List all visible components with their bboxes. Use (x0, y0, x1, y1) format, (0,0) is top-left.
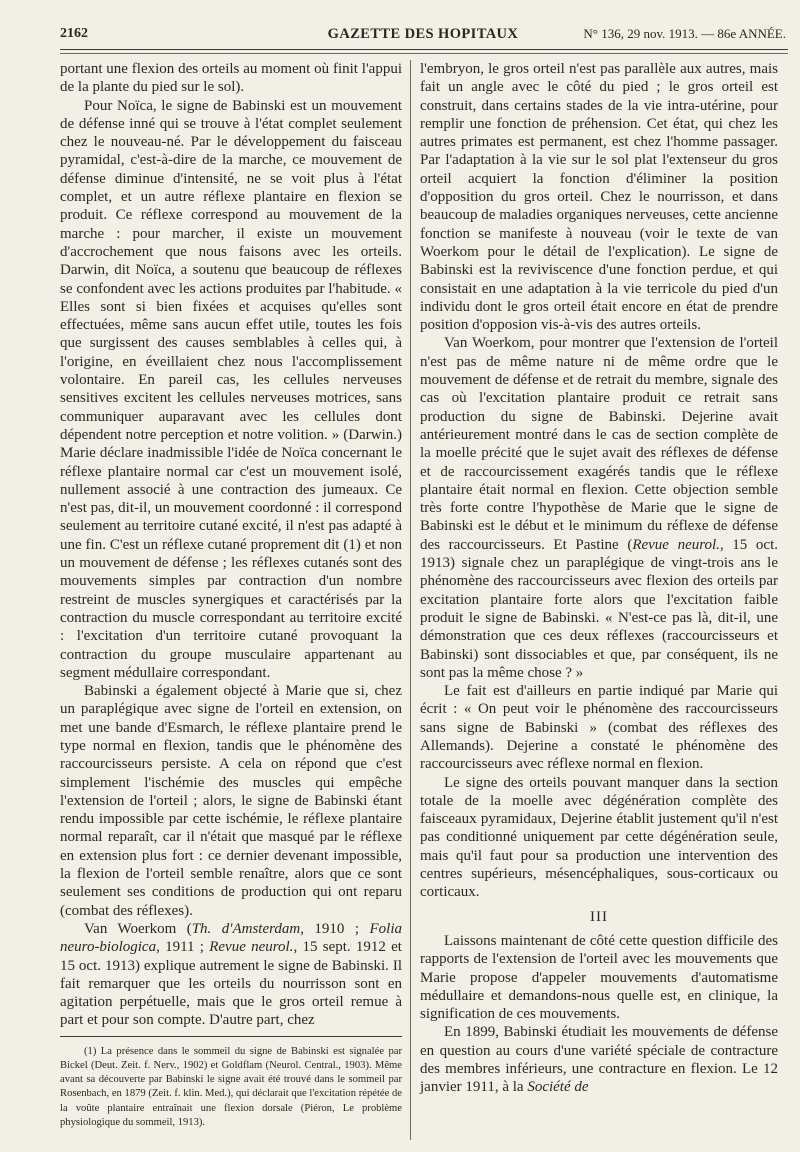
footnote-rule (60, 1036, 402, 1037)
citation: Revue neurol. (209, 939, 294, 956)
text-run: Van Woerkom, pour montrer que l'extension de l'orteil n'est pas de même nature ni de même ordre que le mouvement de défense et de retrait du membre, signale des cas où l'excitation plantaire produit ce retrait sans production du signe de Babinski. Dejerine avait antérieurement montré dans le cas de section complète de la moelle précité que le sujet avait des réflexes de défense et de raccourcissement exagérés tandis que le réflexe plantaire était normal en flexion. Cette objection semble très forte contre l'hypothèse de Marie que le signe de Babinski est le début et le minimum du réflexe de défense des raccourcisseurs. Et Pastine ( (420, 335, 778, 553)
paragraph: Babinski a également objecté à Marie que si, chez un paraplégique avec signe de l'orteil en extension, on met une bande d'Esmarch, le réflexe plantaire prend le type normal en flexion, tandis que le phénomène des raccourcisseurs persiste. A cela on répond que c'est simplement l'ischémie des muscles qui empêche l'extension de l'orteil ; alors, le signe de Babinski étant rendu impossible par cette ischémie, le réflexe plantaire normal reparaît, car il n'était que masqué par le réflexe en extension plus fort : ce dernier devenant impossible, la flexion de l'orteil semble renaître, alors que ce sont seulement ses conditions de production qui ont reparu (combat des réflexes). (60, 683, 402, 919)
column-divider (410, 60, 411, 1140)
page-header (60, 24, 786, 46)
right-column (420, 60, 778, 1097)
paragraph (420, 334, 778, 682)
citation: Revue neurol. (632, 536, 720, 553)
left-column (60, 60, 402, 1130)
text-run: En 1899, Babinski étudiait les mouvements de défense en question au cours d'une variété spéciale de contracture des membres inférieurs, une contracture en flexion. Le 12 janvier 1911, à la (420, 1024, 778, 1096)
journal-title: GAZETTE DES HOPITAUX (327, 26, 519, 42)
text-run: , 15 sept. 1912 et 15 oct. 1913) explique autrement le signe de Babinski. Il fait remarquer que les orteils du nourrisson sont en agitation perpétuelle, mais que le gros orteil remue à part et pour son compte. D'autre part, chez (60, 939, 402, 1029)
paragraph (420, 1023, 778, 1096)
text-run: , 1911 ; (156, 939, 210, 956)
header-rule (60, 49, 788, 50)
citation: Société de (527, 1079, 589, 1096)
paragraph (60, 920, 402, 1030)
header-rule-thin (60, 53, 788, 54)
paragraph: Le signe des orteils pouvant manquer dans la section totale de la moelle avec dégénération complète des faisceaux pyramidaux, Dejerine établit justement qu'il n'est pas conditionné uniquement par cette dégénération seule, mais qu'il faut pour sa production une intervention des centres supérieurs, mésencéphaliques, sous-corticaux ou corticaux. (420, 774, 778, 901)
paragraph: Pour Noïca, le signe de Babinski est un mouvement de défense inné qui se trouve à l'état complet seulement chez le nouveau-né. Par le développement du faisceau pyramidal, c'est-à-dire de la marche, ce mouvement de défense diminue d'intensité, ne se voit plus à l'état complet, et un autre réflexe plantaire en flexion se produit. Ce réflexe correspond au mouvement de la marche : pour marcher, il existe un mouvement d'accrochement que nous faisons avec les orteils. Darwin, dit Noïca, a soutenu que beaucoup de réflexes se confondent avec les actions produites par l'habitude. « Elles sont si bien fixées et acquises qu'elles sont effectuées, même sans aucun effet utile, toutes les fois que surgissent des causes semblables à celles qui, à l'origine, en éveillaient chez nous l'accomplissement volontaire. En pareil cas, les cellules nerveuses sensitives excitent les cellules nerveuses motrices, sans communiquer auparavant avec les cellules dont dépendent notre perception et notre volition. » (Darwin.) Marie déclare inadmissible l'idée de Noïca concernant le réflexe plantaire normal car c'est un mouvement isolé, nullement associé à une contraction des jumeaux. Ce n'est pas, dit-il, un mouvement coordonné : il correspond seulement au territoire cutané excité, il n'est pas adapté à une fin. C'est un réflexe cutané proprement dit (1) et non un mouvement de défense ; les réflexes cutanés sont des mouvements simples par contraction d'un nombre restreint de muscles synergiques et caractérisés par la contraction du muscle correspondant au territoire excité : l'excitation d'un territoire cutané provoquant la contraction du groupe musculaire appartenant au segment médullaire correspondant. (60, 97, 402, 681)
citation: Th. d'Amsterdam (191, 920, 301, 937)
text-run: , 15 oct. 1913) signale chez un paraplégique de vingt-trois ans le phénomène des raccourcisseurs avec flexion des orteils par excitation plantaire forte alors que l'excitation faible produit le signe de Babinski. « N'est-ce pas là, dit-il, une démonstration que ces deux réflexes (raccourcisseurs et Babinski) sont dissociables et que, par conséquent, ils ne sont pas la même chose ? » (420, 536, 778, 681)
paragraph: Le fait est d'ailleurs en partie indiqué par Marie qui écrit : « On peut voir le phénomène des raccourcisseurs sans signe de Babinski » (combat des réflexes des Allemands). Dejerine a constaté le phénomène des raccourcisseurs avec réflexe normal en flexion. (420, 683, 778, 773)
footnote: (1) La présence dans le sommeil du signe de Babinski est signalée par Bickel (Deut. Zeit. f. Nerv., 1902) et Goldflam (Neurol. Central., 1903). Même avant sa découverte par Babinski le signe avait été trouvé dans le sommeil par Rosenbach, en 1879 (Zeit. f. klin. Med.), qui déclarait que l'excitation répétée de la voûte plantaire entraînait une flexion dorsale (Piéron, Le problème physiologique du sommeil, 1913). (60, 1045, 402, 1128)
citation: Folia neuro-biologica (60, 920, 402, 956)
text-run: , 1910 ; (300, 920, 370, 937)
text-run: Van Woerkom ( (84, 920, 192, 937)
paragraph: l'embryon, le gros orteil n'est pas parallèle aux autres, mais fait un angle avec le côté du pied ; le gros orteil est construit, dans certains stades de la vie intra-utérine, pour remplir une fonction de préhension. Cet état, qui chez les autres primates est permanent, est chez l'homme passager. Par l'adaptation à la vie sur le sol plat l'extenseur du gros orteil acquiert la fonction d'éliminer la position d'opposition du gros orteil. Chez le nourrisson, et dans beaucoup de maladies organiques nerveuses, cette ancienne fonction se manifeste à nouveau (voir le texte de van Woerkom pour le détail de l'explication). Le signe de Babinski est la reviviscence d'une fonction perdue, et qui consistait en une adaptation à la vie terricole du pied d'un individu dont le gros orteil était encore en état de prendre position d'opposion vis-à-vis des autres orteils. (420, 61, 778, 334)
page-number: 2162 (60, 26, 88, 41)
issue-info: N° 136, 29 nov. 1913. — 86e ANNÉE. (583, 26, 786, 41)
paragraph: Laissons maintenant de côté cette question difficile des rapports de l'extension de l'orteil avec les mouvements que Marie propose d'appeler mouvements d'automatisme médullaire et demandons-nous quelle est, en clinique, la signification de ces mouvements. (420, 932, 778, 1023)
section-heading: III (590, 908, 608, 925)
paragraph: portant une flexion des orteils au moment où finit l'appui de la plante du pied sur le sol). (60, 61, 402, 96)
